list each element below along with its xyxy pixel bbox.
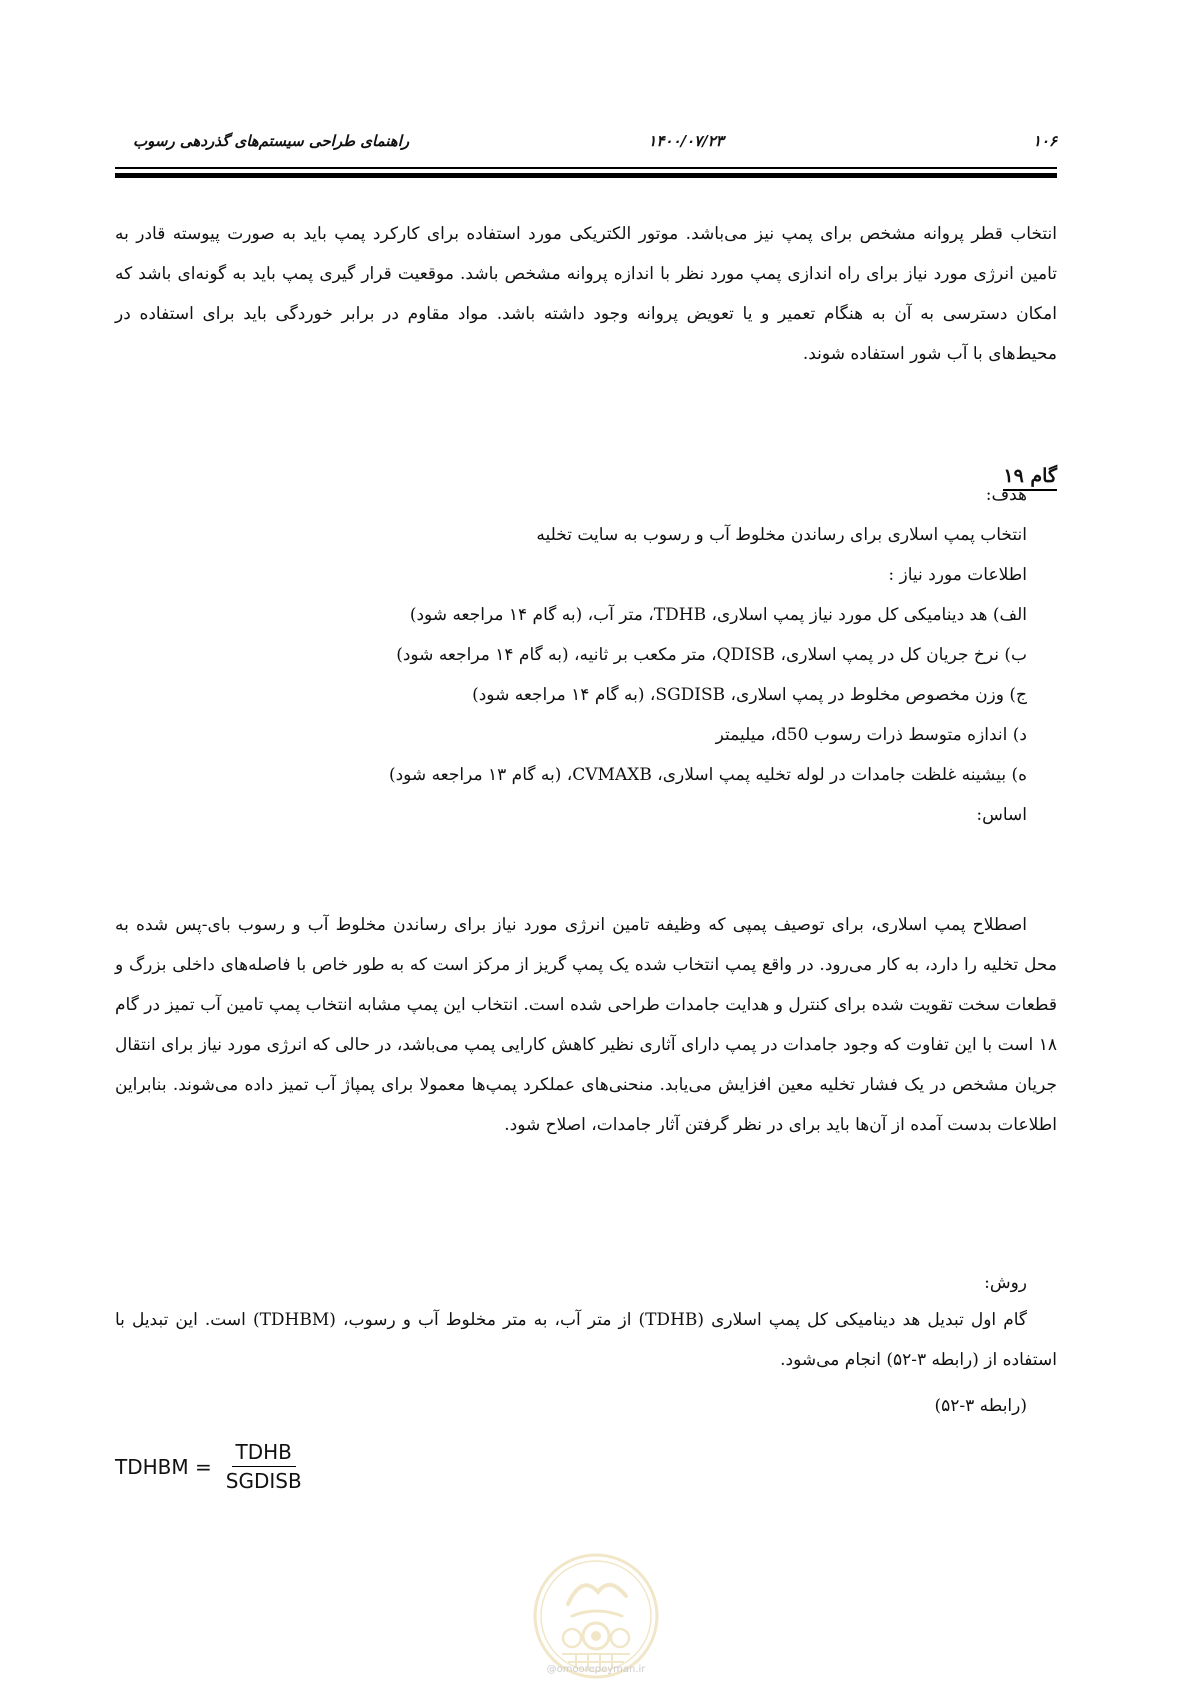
- required-item: ج) وزن مخصوص مخلوط در پمپ اسلاری، SGDISB، (به گام ۱۴ مراجعه شود): [472, 685, 1027, 705]
- method-paragraph: [115, 1300, 1057, 1380]
- header-rule-thick: [115, 173, 1057, 178]
- required-item: د) اندازه متوسط ذرات رسوب d50، میلیمتر: [715, 725, 1027, 745]
- header-date: ۱۴۰۰/۰۷/۲۳: [648, 132, 724, 150]
- requirements-block: [115, 475, 1027, 835]
- page-number: ۱۰۶: [1032, 132, 1057, 150]
- method-label-block: [115, 1263, 1027, 1303]
- equation-lhs: TDHBM =: [115, 1454, 212, 1479]
- header-rule-thin: [115, 167, 1057, 169]
- step-heading: گام ۱۹: [1003, 463, 1057, 491]
- book-title: راهنمای طراحی سیستم‌های گذردهی رسوب: [133, 132, 410, 150]
- watermark-caption: @omoorepeyman.ir: [546, 1664, 646, 1675]
- intro-paragraph: انتخاب قطر پروانه مشخص برای پمپ نیز می‌باشد. موتور الکتریکی مورد استفاده برای کارکرد پمپ باید به صورت پیوسته قادر به تامین انرژی مورد نیاز برای راه اندازی پمپ مورد نظر با اندازه پروانه مشخص باشد. موقعیت قرار گیری پمپ باید به گونه‌ای باشد که امکان دسترسی به آن به هنگام تعمیر و یا تعویض پروانه وجود داشته باشد. مواد مقاوم در برابر خوردگی باید برای استفاده در محیط‌های با آب شور استفاده شوند.: [115, 224, 1057, 364]
- equation-denominator: SGDISB: [225, 1469, 302, 1493]
- equation-fraction: [222, 1440, 306, 1493]
- basis-text: اصطلاح پمپ اسلاری، برای توصیف پمپی که وظیفه تامین انرژی مورد نیاز برای رساندن مخلوط آب و رسوب بای-پس شده به محل تخلیه را دارد، به کار می‌رود. در واقع پمپ انتخاب شده یک پمپ گریز از مرکز است که به طور خاص با فاصله‌های داخلی بزرگ و قطعات سخت تقویت شده برای کنترل و هدایت جامدات طراحی شده است. انتخاب این پمپ مشابه انتخاب پمپ تامین آب تمیز در گام ۱۸ است با این تفاوت که وجود جامدات در پمپ دارای آثاری نظیر کاهش کارایی پمپ می‌باشد، در حالی که انرژی مورد نیاز برای انتقال جریان مشخص در یک فشار تخلیه معین افزایش می‌یابد. منحنی‌های عملکرد پمپ‌ها معمولا برای پمپاژ آب تمیز داده می‌شوند. بنابراین اطلاعات بدست آمده از آن‌ها باید برای در نظر گرفتن آثار جامدات، اصلاح شود.: [115, 915, 1057, 1135]
- basis-paragraph: [115, 905, 1057, 1145]
- method-text: گام اول تبدیل هد دینامیکی کل پمپ اسلاری (TDHB) از متر آب، به متر مخلوط آب و رسوب، (TDHBM) است. این تبدیل با استفاده از (رابطه ۳-۵۲) انجام می‌شود.: [115, 1310, 1057, 1370]
- watermark-seal-icon: [532, 1552, 660, 1680]
- method-label: روش:: [984, 1273, 1027, 1293]
- equation-numerator: TDHB: [232, 1440, 296, 1467]
- required-item: ب) نرخ جریان کل در پمپ اسلاری، QDISB، متر مکعب بر ثانیه، (به گام ۱۴ مراجعه شود): [396, 645, 1027, 665]
- basis-label: اساس:: [976, 805, 1027, 825]
- watermark-logo: [532, 1552, 660, 1680]
- required-item: الف) هد دینامیکی کل مورد نیاز پمپ اسلاری، TDHB، متر آب، (به گام ۱۴ مراجعه شود): [409, 605, 1027, 625]
- equation-tdhbm: [115, 1440, 306, 1493]
- required-item: ه) بیشینه غلظت جامدات در لوله تخلیه پمپ اسلاری، CVMAXB، (به گام ۱۳ مراجعه شود): [388, 765, 1027, 785]
- page-header: [115, 132, 1057, 158]
- relation-label: (رابطه ۳-۵۲): [934, 1396, 1027, 1416]
- goal-label: هدف:: [985, 485, 1027, 505]
- relation-label-block: [115, 1386, 1027, 1426]
- required-label: اطلاعات مورد نیاز :: [888, 565, 1027, 585]
- goal-text: انتخاب پمپ اسلاری برای رساندن مخلوط آب و رسوب به سایت تخلیه: [536, 525, 1027, 545]
